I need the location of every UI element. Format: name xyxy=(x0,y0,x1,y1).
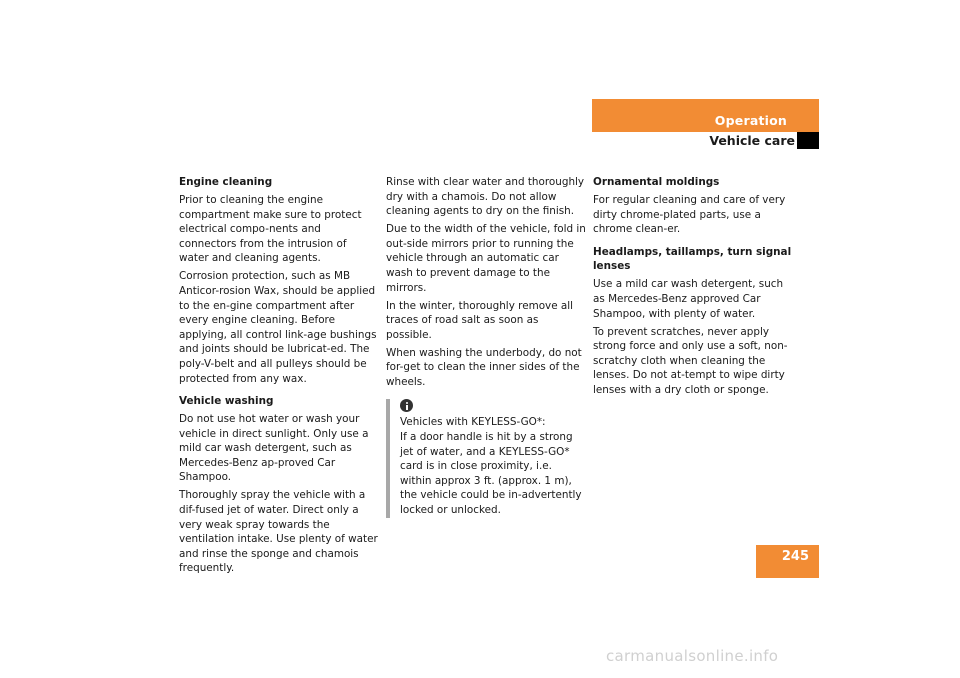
note-body: If a door handle is hit by a strong jet of water, and a KEYLESS-GO* card is in close proximity, i.e. within approx 3 ft. (approx. 1 m), the vehicle could be in-advertently locked or unlocked. xyxy=(400,431,582,517)
column-3 xyxy=(593,175,793,401)
engine-cleaning-heading: Engine cleaning xyxy=(179,176,273,188)
ornamental-moldings-heading: Ornamental moldings xyxy=(593,176,720,188)
info-icon xyxy=(400,399,413,412)
footer-watermark: carmanualsonline.info xyxy=(606,647,779,665)
engine-cleaning-paragraph-2: Corrosion protection, such as MB Anticor-rosion Wax, should be applied to the en-gine compartment after every engine cleaning. Before applying, all control link-age bushings and joints should be lubricat-ed. The poly-V-belt and all pulleys should be protected from any wax. xyxy=(179,270,377,385)
section-tab-marker xyxy=(797,132,819,149)
chapter-header xyxy=(592,99,819,132)
lamps-paragraph-2: To prevent scratches, never apply strong force and only use a soft, non-scratchy cloth when cleaning the lenses. Do not at-tempt to wipe dirty lenses with a dry cloth or sponge. xyxy=(593,325,788,396)
page-number-box xyxy=(756,545,819,578)
section-title: Vehicle care xyxy=(709,133,795,148)
vehicle-washing-heading: Vehicle washing xyxy=(179,395,274,408)
vehicle-washing-paragraph-2: Thoroughly spray the vehicle with a dif-fused jet of water. Direct only a very weak spray towards the ventilation intake. Use plenty of water and rinse the sponge and chamois frequently. xyxy=(179,489,378,575)
chapter-title: Operation xyxy=(714,113,787,128)
mirrors-paragraph: Due to the width of the vehicle, fold in out-side mirrors prior to running the vehicle through an automatic car wash to prevent damage to the mirrors. xyxy=(386,223,586,294)
lamps-paragraph-1: Use a mild car wash detergent, such as Mercedes-Benz approved Car Shampoo, with plenty of water. xyxy=(593,278,784,320)
column-2 xyxy=(386,175,586,518)
page-number: 245 xyxy=(781,549,809,564)
info-note xyxy=(386,399,586,517)
road-salt-paragraph: In the winter, thoroughly remove all traces of road salt as soon as possible. xyxy=(386,299,574,341)
lamps-heading: Headlamps, taillamps, turn signal lenses xyxy=(593,245,792,273)
rinse-paragraph: Rinse with clear water and thoroughly dry with a chamois. Do not allow cleaning agents to dry on the finish. xyxy=(386,176,585,218)
engine-cleaning-paragraph-1: Prior to cleaning the engine compartment make sure to protect electrical compo-nents and connectors from the intrusion of water and cleaning agents. xyxy=(179,193,362,265)
underbody-paragraph: When washing the underbody, do not for-get to clean the inner sides of the wheels. xyxy=(386,346,582,388)
note-side-bar xyxy=(386,399,390,517)
ornamental-moldings-paragraph: For regular cleaning and care of very dirty chrome-plated parts, use a chrome clean-er. xyxy=(593,193,786,236)
column-1 xyxy=(179,175,379,579)
note-line-1: Vehicles with KEYLESS-GO*: xyxy=(400,416,546,429)
vehicle-washing-paragraph-1: Do not use hot water or wash your vehicle in direct sunlight. Only use a mild car wash detergent, such as Mercedes-Benz ap-proved Car Shampoo. xyxy=(179,413,369,484)
